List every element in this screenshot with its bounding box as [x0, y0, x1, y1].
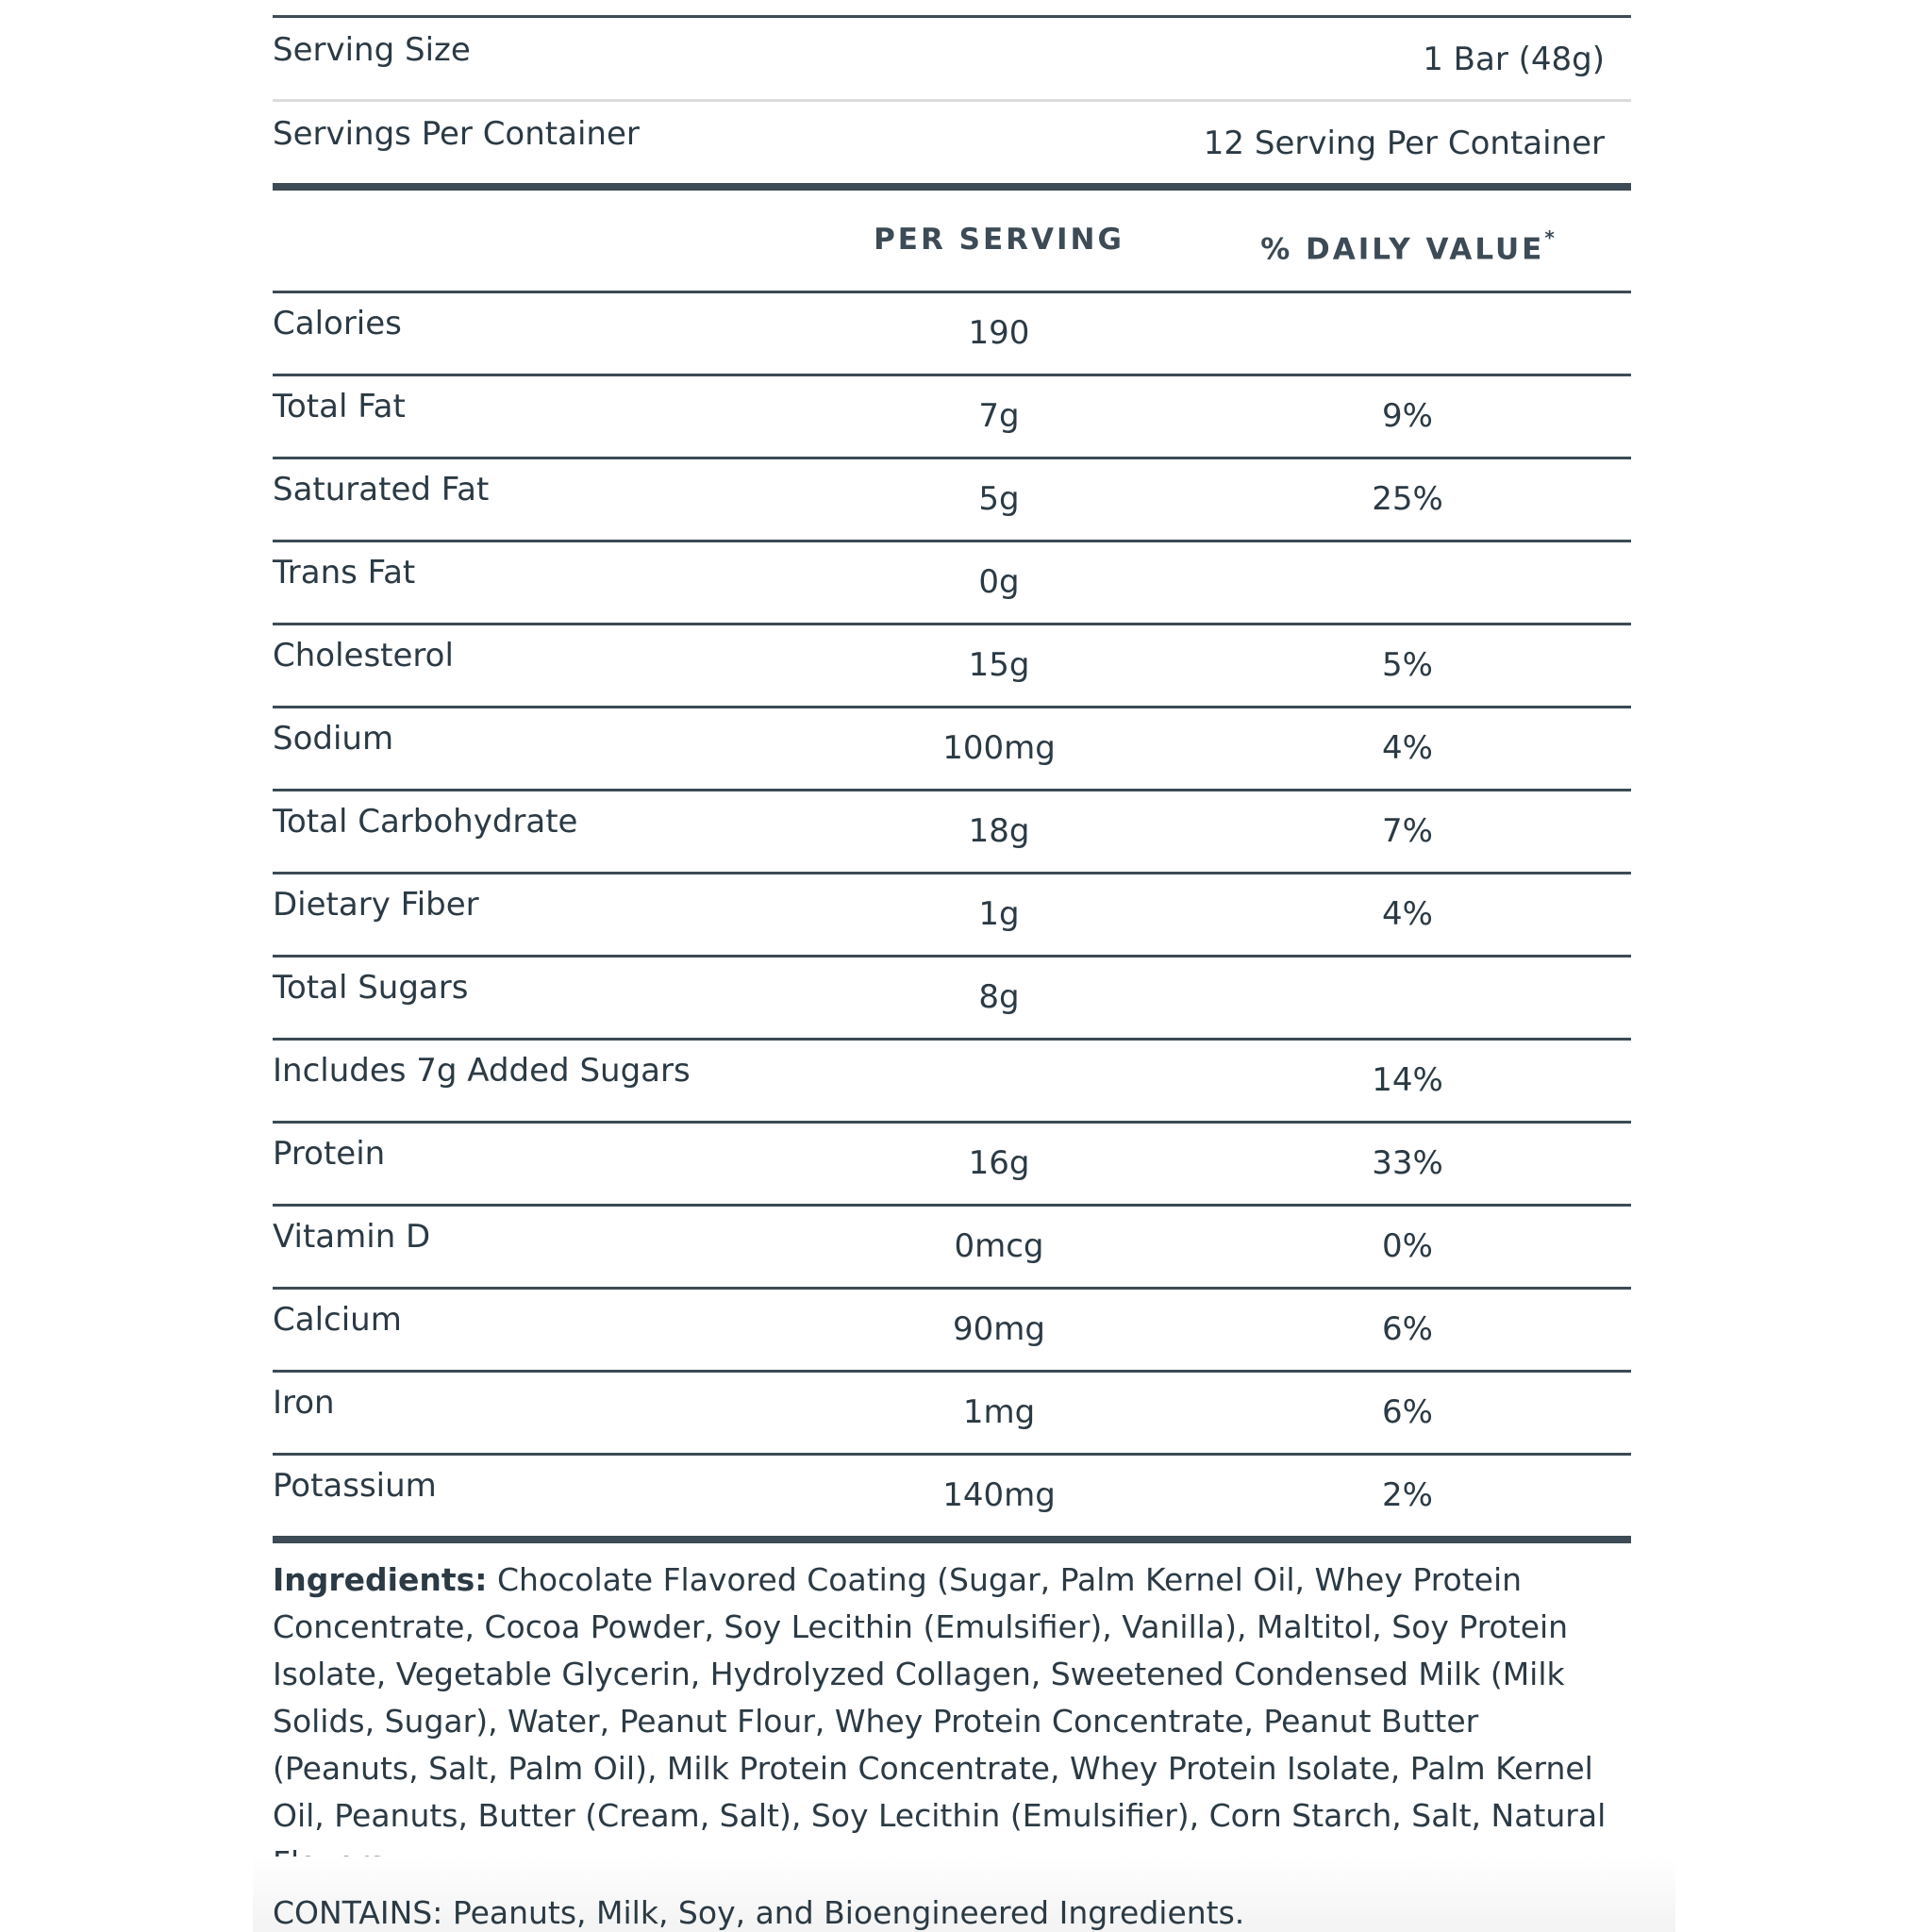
ingredients-text: Chocolate Flavored Coating (Sugar, Palm Kernel Oil, Whey Protein Concentrate, Cocoa Powder, Soy Lecithin (Emulsifier), Vanilla), Maltitol, Soy Protein Isolate, Vegetable Glycerin, Hydrolyzed Collagen, Sweetened Condensed Milk (Milk Solids, Sugar), Water, Peanut Flour, Whey Protein Concentrate, Peanut Butter (Peanuts, Salt, Palm Oil), Milk Protein Concentrate, Whey Protein Isolate, Palm Kernel Oil, Peanuts, Butter (Cream, Salt), Soy Lecithin (Emulsifier), Corn Starch, Salt, Natural [273, 1561, 1607, 1834]
daily-value-header-text: % DAILY VALUE [1260, 232, 1545, 267]
nutrient-row [273, 1290, 1631, 1373]
nutrition-facts-panel [273, 0, 1631, 1887]
nutrient-row [273, 459, 1631, 542]
nutrient-per-serving: 140mg [942, 1476, 1056, 1514]
nutrient-row [273, 1041, 1631, 1124]
nutrient-per-serving: 1mg [962, 1393, 1036, 1431]
nutrient-name: Potassium [273, 1467, 437, 1505]
nutrient-per-serving: 15g [968, 646, 1030, 684]
nutrient-per-serving: 90mg [953, 1310, 1045, 1348]
serving-size-row [273, 18, 1631, 99]
servings-per-container-label: Servings Per Container [273, 115, 640, 153]
nutrient-daily-value: 0% [1382, 1227, 1433, 1265]
nutrient-name: Dietary Fiber [273, 886, 479, 924]
nutrient-per-serving: 1g [978, 895, 1020, 933]
nutrient-name: Includes 7g Added Sugars [273, 1052, 691, 1090]
nutrient-daily-value: 5% [1382, 646, 1433, 684]
nutrient-daily-value: 25% [1372, 480, 1443, 518]
nutrient-name: Cholesterol [273, 637, 454, 675]
nutrient-name: Total Sugars [273, 969, 469, 1007]
nutrient-per-serving: 18g [968, 812, 1030, 850]
nutrient-per-serving: 0g [978, 563, 1020, 601]
nutrient-daily-value: 14% [1372, 1061, 1443, 1099]
nutrient-daily-value: 2% [1382, 1476, 1433, 1514]
nutrient-daily-value: 4% [1382, 895, 1433, 933]
ingredients-label: Ingredients: [273, 1561, 488, 1598]
daily-value-header [1162, 226, 1653, 267]
servings-per-container-row [273, 102, 1631, 183]
nutrient-per-serving: 7g [978, 397, 1020, 435]
nutrient-name: Vitamin D [273, 1218, 431, 1256]
nutrient-table [273, 293, 1631, 1539]
nutrient-name: Calories [273, 305, 402, 342]
nutrient-per-serving: 190 [968, 314, 1030, 352]
nutrient-name: Total Fat [273, 388, 406, 425]
nutrient-row [273, 874, 1631, 958]
nutrient-daily-value: 33% [1372, 1144, 1443, 1182]
nutrient-name: Iron [273, 1384, 335, 1422]
thick-divider-top [273, 183, 1631, 191]
nutrient-daily-value: 6% [1382, 1393, 1433, 1431]
serving-size-label: Serving Size [273, 31, 471, 69]
nutrient-per-serving: 0mcg [954, 1227, 1044, 1265]
nutrient-name: Total Carbohydrate [273, 803, 578, 841]
per-serving-header: PER SERVING [874, 223, 1124, 257]
nutrient-daily-value: 7% [1382, 812, 1433, 850]
nutrient-daily-value: 6% [1382, 1310, 1433, 1348]
daily-value-asterisk: * [1544, 226, 1555, 249]
nutrient-per-serving: 16g [968, 1144, 1030, 1182]
serving-size-value: 1 Bar (48g) [1423, 41, 1605, 78]
nutrient-name: Trans Fat [273, 554, 416, 591]
ingredients-paragraph [273, 1543, 1612, 1887]
nutrient-row [273, 1373, 1631, 1456]
contains-statement: CONTAINS: Peanuts, Milk, Soy, and Bioengineered Ingredients. [273, 1894, 1245, 1931]
nutrient-row [273, 1124, 1631, 1207]
nutrient-name: Sodium [273, 720, 394, 758]
nutrient-row [273, 376, 1631, 459]
table-header-row [273, 191, 1631, 293]
nutrient-per-serving: 100mg [942, 729, 1056, 767]
nutrient-row [273, 791, 1631, 874]
nutrient-daily-value: 9% [1382, 397, 1433, 435]
nutrient-row [273, 293, 1631, 376]
nutrient-name: Protein [273, 1135, 386, 1173]
nutrient-row [273, 542, 1631, 625]
nutrient-row [273, 1456, 1631, 1539]
nutrient-daily-value: 4% [1382, 729, 1433, 767]
servings-per-container-value: 12 Serving Per Container [1203, 125, 1605, 162]
nutrient-row [273, 625, 1631, 708]
nutrient-row [273, 1207, 1631, 1290]
nutrient-name: Calcium [273, 1301, 402, 1339]
nutrient-per-serving: 8g [978, 978, 1020, 1016]
nutrient-name: Saturated Fat [273, 471, 490, 508]
nutrient-row [273, 708, 1631, 791]
nutrient-per-serving: 5g [978, 480, 1020, 518]
nutrient-row [273, 958, 1631, 1041]
